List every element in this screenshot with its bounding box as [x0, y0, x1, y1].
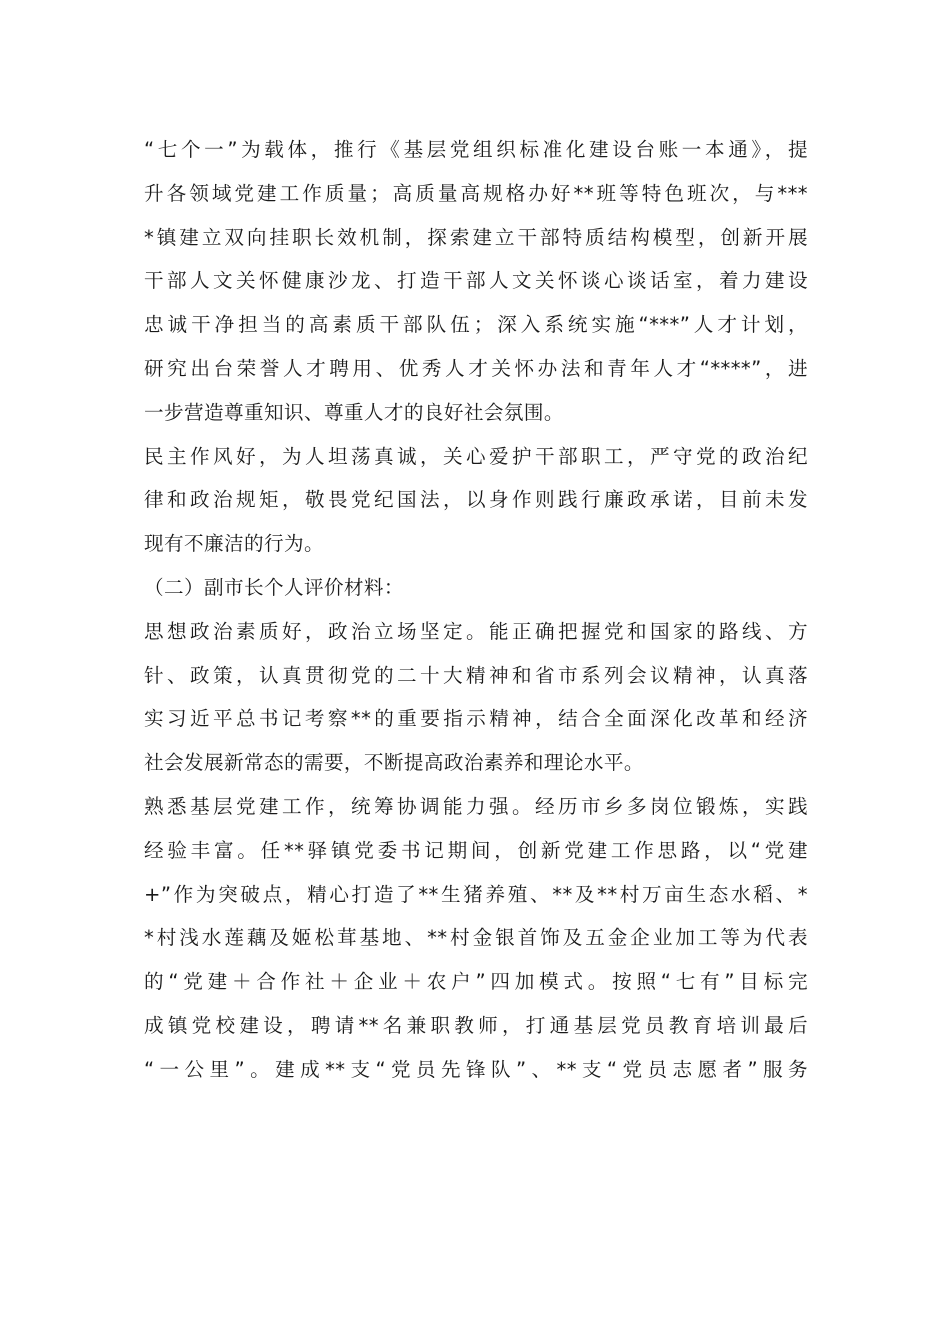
- text-line: 成镇党校建设，聘请**名兼职教师，打通基层党员教育培训最后: [144, 1013, 808, 1037]
- text-line: 一步营造尊重知识、尊重人才的良好社会氛围。: [144, 400, 564, 424]
- text-line: *镇建立双向挂职长效机制，探索建立干部特质结构模型，创新开展: [144, 225, 808, 249]
- paragraph-grassroots-work: [144, 785, 808, 1092]
- text-line: 社会发展新常态的需要，不断提高政治素养和理论水平。: [144, 751, 644, 775]
- text-line: 针、政策，认真贯彻党的二十大精神和省市系列会议精神，认真落: [144, 663, 808, 687]
- text-line: “七个一”为载体，推行《基层党组织标准化建设台账一本通》，提: [144, 138, 808, 161]
- section-heading-text: （二）副市长个人评价材料：: [144, 575, 404, 599]
- text-line: 思想政治素质好，政治立场坚定。能正确把握党和国家的路线、方: [144, 619, 808, 643]
- text-line: 民主作风好，为人坦荡真诚，关心爱护干部职工，严守党的政治纪: [144, 444, 808, 468]
- paragraph-work-style: [144, 435, 808, 566]
- text-line: 升各领域党建工作质量；高质量高规格办好**班等特色班次，与***: [144, 181, 808, 205]
- text-line: 的“党建＋合作社＋企业＋农户”四加模式。按照“七有”目标完: [144, 970, 808, 994]
- text-line: 现有不廉洁的行为。: [144, 532, 324, 556]
- text-line: “一公里”。建成**支“党员先锋队”、**支“党员志愿者”服务: [144, 1057, 808, 1081]
- text-line: +”作为突破点，精心打造了**生猪养殖、**及**村万亩生态水稻、*: [144, 882, 808, 906]
- text-line: 实习近平总书记考察**的重要指示精神，结合全面深化改革和经济: [144, 707, 808, 731]
- document-body: [144, 128, 808, 1092]
- text-line: *村浅水莲藕及姬松茸基地、**村金银首饰及五金企业加工等为代表: [144, 926, 808, 950]
- paragraph-party-building-standardization: [144, 128, 808, 435]
- text-line: 律和政治规矩，敬畏党纪国法，以身作则践行廉政承诺，目前未发: [144, 488, 808, 512]
- text-line: 研究出台荣誉人才聘用、优秀人才关怀办法和青年人才“****”，进: [144, 356, 808, 380]
- text-line: 干部人文关怀健康沙龙、打造干部人文关怀谈心谈话室，着力建设: [144, 269, 808, 293]
- paragraph-political-quality: [144, 610, 808, 785]
- text-line: 熟悉基层党建工作，统筹协调能力强。经历市乡多岗位锻炼，实践: [144, 794, 808, 818]
- text-line: 经验丰富。任**驿镇党委书记期间，创新党建工作思路，以“党建: [144, 838, 808, 862]
- text-line: 忠诚干净担当的高素质干部队伍；深入系统实施“***”人才计划，: [144, 313, 808, 337]
- section-heading: [144, 566, 808, 610]
